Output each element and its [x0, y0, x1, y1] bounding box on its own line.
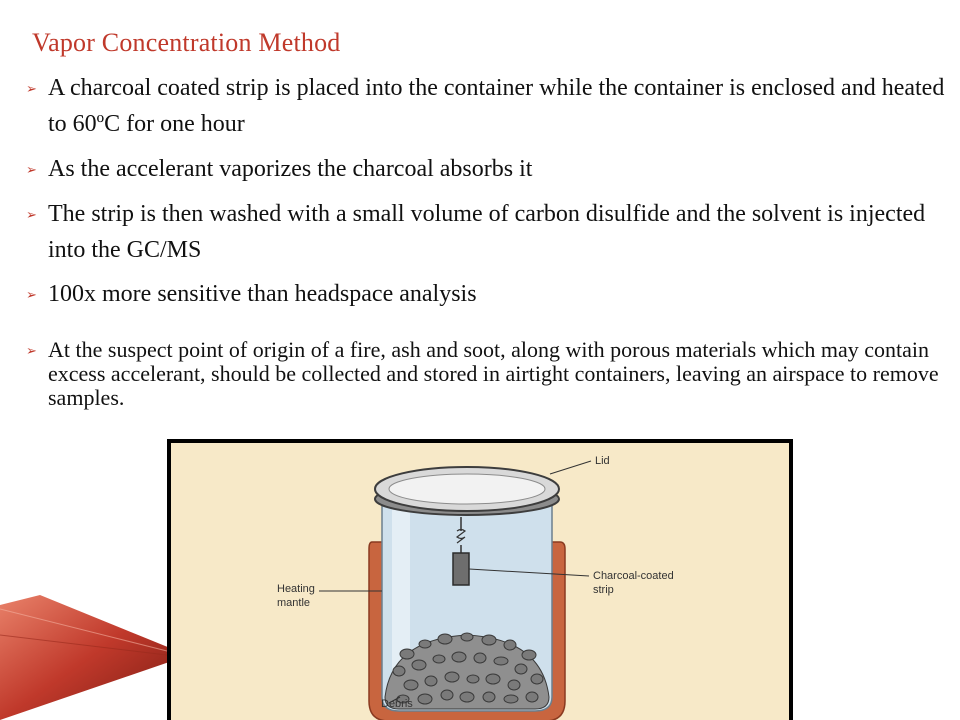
arrow-right-icon: ➢ [26, 288, 37, 303]
corner-ribbon-decoration [0, 595, 175, 720]
charcoal-strip [453, 553, 469, 585]
label-mantle-line1: Heating [277, 583, 315, 595]
label-debris: Debris [381, 698, 413, 710]
bullet-text: The strip is then washed with a small volume of carbon disulfide and the solvent is injected into the GC/MS [48, 201, 926, 263]
arrow-right-icon: ➢ [26, 344, 37, 359]
bullet-text: A charcoal coated strip is placed into the container while the container is enclosed and heated to 60ºC for one hour [48, 75, 945, 137]
slide-title: Vapor Concentration Method [32, 28, 341, 57]
label-mantle-line2: mantle [277, 597, 311, 609]
bullet-text: 100x more sensitive than headspace analysis [48, 281, 477, 307]
lid-inner [389, 474, 545, 504]
arrow-right-icon: ➢ [26, 208, 37, 223]
label-lid: Lid [595, 455, 610, 467]
bullet-text: At the suspect point of origin of a fire, ash and soot, along with porous materials which may contain excess accelerant, should be collected and stored in airtight containers, leaving an airspace to remove samples. [48, 337, 939, 410]
label-strip-line2: strip [593, 584, 614, 596]
arrow-right-icon: ➢ [26, 163, 37, 178]
container-diagram [167, 439, 793, 720]
arrow-right-icon: ➢ [26, 82, 37, 97]
label-strip-line1: Charcoal-coated [593, 570, 674, 582]
bullet-text: As the accelerant vaporizes the charcoal absorbs it [48, 156, 533, 182]
vapor-concentration-figure [167, 439, 793, 720]
